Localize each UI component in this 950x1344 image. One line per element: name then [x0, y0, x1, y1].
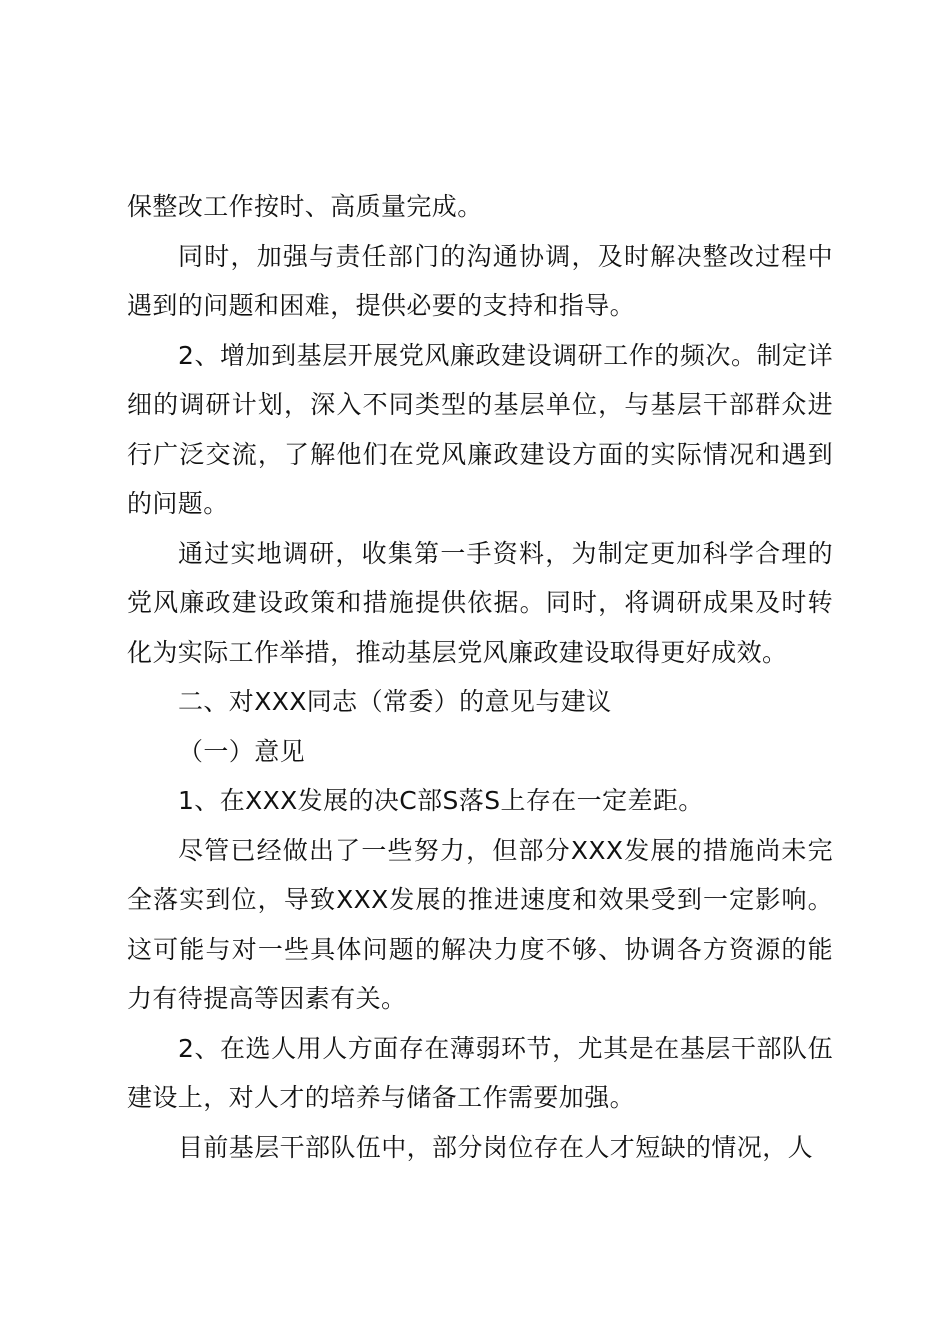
paragraph-item-2-research: 2、增加到基层开展党风廉政建设调研工作的频次。制定详细的调研计划，深入不同类型的基层单位，与基层干部群众进行广泛交流，了解他们在党风廉政建设方面的实际情况和遇到的问题。: [127, 340, 833, 518]
paragraph-opinion-1: 1、在XXX发展的决C部S落S上存在一定差距。: [178, 786, 704, 815]
paragraph-opinion-2: 2、在选人用人方面存在薄弱环节，尤其是在基层干部队伍建设上，对人才的培养与储备工作需要加强。: [127, 1033, 833, 1112]
paragraph-continuation: 保整改工作按时、高质量完成。: [127, 192, 483, 221]
paragraph-field-research: 通过实地调研，收集第一手资料，为制定更加科学合理的党风廉政建设政策和措施提供依据。同时，将调研成果及时转化为实际工作举措，推动基层党风廉政建设取得更好成效。: [127, 538, 833, 667]
paragraph-opinion-2-detail: 目前基层干部队伍中，部分岗位存在人才短缺的情况，人: [178, 1132, 814, 1162]
section-heading-2: 二、对XXX同志（常委）的意见与建议: [178, 687, 612, 716]
paragraph-opinion-1-detail: 尽管已经做出了一些努力，但部分XXX发展的措施尚未完全落实到位，导致XXX发展的推进速度和效果受到一定影响。这可能与对一些具体问题的解决力度不够、协调各方资源的能力有待提高等因素有关。: [127, 835, 833, 1013]
document-body: [127, 182, 833, 1172]
subsection-heading-opinions: （一）意见: [178, 736, 306, 766]
paragraph-communication: 同时，加强与责任部门的沟通协调，及时解决整改过程中遇到的问题和困难，提供必要的支持和指导。: [127, 241, 833, 320]
